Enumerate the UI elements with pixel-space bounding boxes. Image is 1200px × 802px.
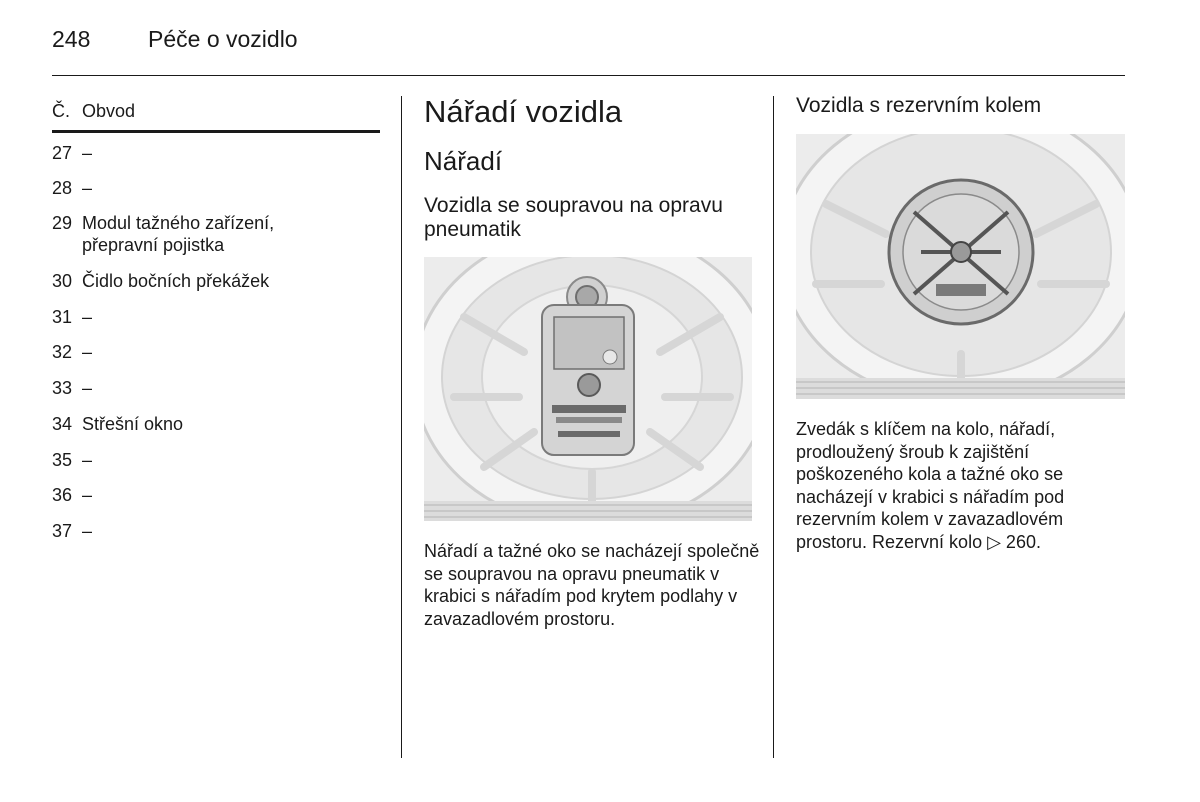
spare-wheel-drawing bbox=[796, 134, 1125, 399]
fuse-circuit: – bbox=[82, 178, 93, 198]
page-title: Péče o vozidlo bbox=[148, 26, 298, 52]
fuse-circuit: Modul tažného zařízení, bbox=[82, 213, 275, 233]
fuse-circuit: – bbox=[82, 143, 93, 163]
table-row bbox=[52, 270, 380, 292]
fuse-number: 34 bbox=[52, 414, 73, 434]
column-header-number: Č. bbox=[52, 101, 70, 121]
page-number: 248 bbox=[52, 26, 91, 52]
header-rule bbox=[52, 75, 1125, 76]
fuse-number: 28 bbox=[52, 178, 73, 198]
kit-description: Nářadí a tažné oko se nacházejí společně se soupravou na opravu pneumatik v krabici s nářadím pod krytem podlahy v zavazadlovém prostoru. bbox=[424, 541, 760, 629]
fuse-number: 30 bbox=[52, 271, 73, 291]
fuse-circuit: – bbox=[82, 378, 93, 398]
kit-heading: Vozidla se soupravou na opravu pneumatik bbox=[424, 194, 723, 241]
fuse-circuit: – bbox=[82, 307, 93, 327]
fuse-circuit: Střešní okno bbox=[82, 414, 184, 434]
spare-wheel-illustration bbox=[796, 134, 1125, 399]
fuse-number: 32 bbox=[52, 342, 73, 362]
table-row bbox=[52, 306, 380, 328]
fuse-number: 27 bbox=[52, 143, 73, 163]
table-row bbox=[52, 177, 380, 199]
fuse-number: 33 bbox=[52, 378, 73, 398]
fuse-circuit: – bbox=[82, 485, 93, 505]
table-row bbox=[52, 413, 380, 435]
table-row bbox=[52, 212, 380, 256]
tire-repair-kit-illustration bbox=[424, 257, 752, 521]
table-header bbox=[52, 100, 380, 133]
fuse-number: 36 bbox=[52, 485, 73, 505]
table-row bbox=[52, 520, 380, 542]
spare-wheel-heading: Vozidla s rezervním kolem bbox=[796, 94, 1042, 117]
fuse-circuit: Čidlo bočních překážek bbox=[82, 271, 270, 291]
table-row bbox=[52, 377, 380, 399]
fuse-circuit: – bbox=[82, 342, 93, 362]
fuse-table bbox=[52, 100, 380, 541]
fuse-circuit: – bbox=[82, 521, 93, 541]
fuse-circuit-line2: přepravní pojistka bbox=[82, 235, 225, 255]
section-subheading: Nářadí bbox=[424, 146, 503, 176]
fuse-number: 31 bbox=[52, 307, 73, 327]
fuse-circuit: – bbox=[82, 450, 93, 470]
table-row bbox=[52, 341, 380, 363]
column-divider-left bbox=[401, 96, 402, 758]
column-header-circuit: Obvod bbox=[82, 101, 136, 121]
column-divider-right bbox=[773, 96, 774, 758]
trunk-floor-drawing bbox=[424, 257, 752, 521]
table-row bbox=[52, 142, 380, 164]
table-row bbox=[52, 484, 380, 506]
table-row bbox=[52, 449, 380, 471]
fuse-number: 37 bbox=[52, 521, 73, 541]
fuse-number: 35 bbox=[52, 450, 73, 470]
fuse-number: 29 bbox=[52, 213, 73, 233]
section-heading: Nářadí vozidla bbox=[424, 94, 623, 129]
spare-wheel-description: Zvedák s klíčem na kolo, nářadí, prodloužený šroub k zajištění poškozeného kola a tažné oko se nacházejí v krabici s nářadím pod rezervním kolem v zavazadlovém prostoru. Rezervní kolo ▷ 260. bbox=[796, 419, 1065, 552]
